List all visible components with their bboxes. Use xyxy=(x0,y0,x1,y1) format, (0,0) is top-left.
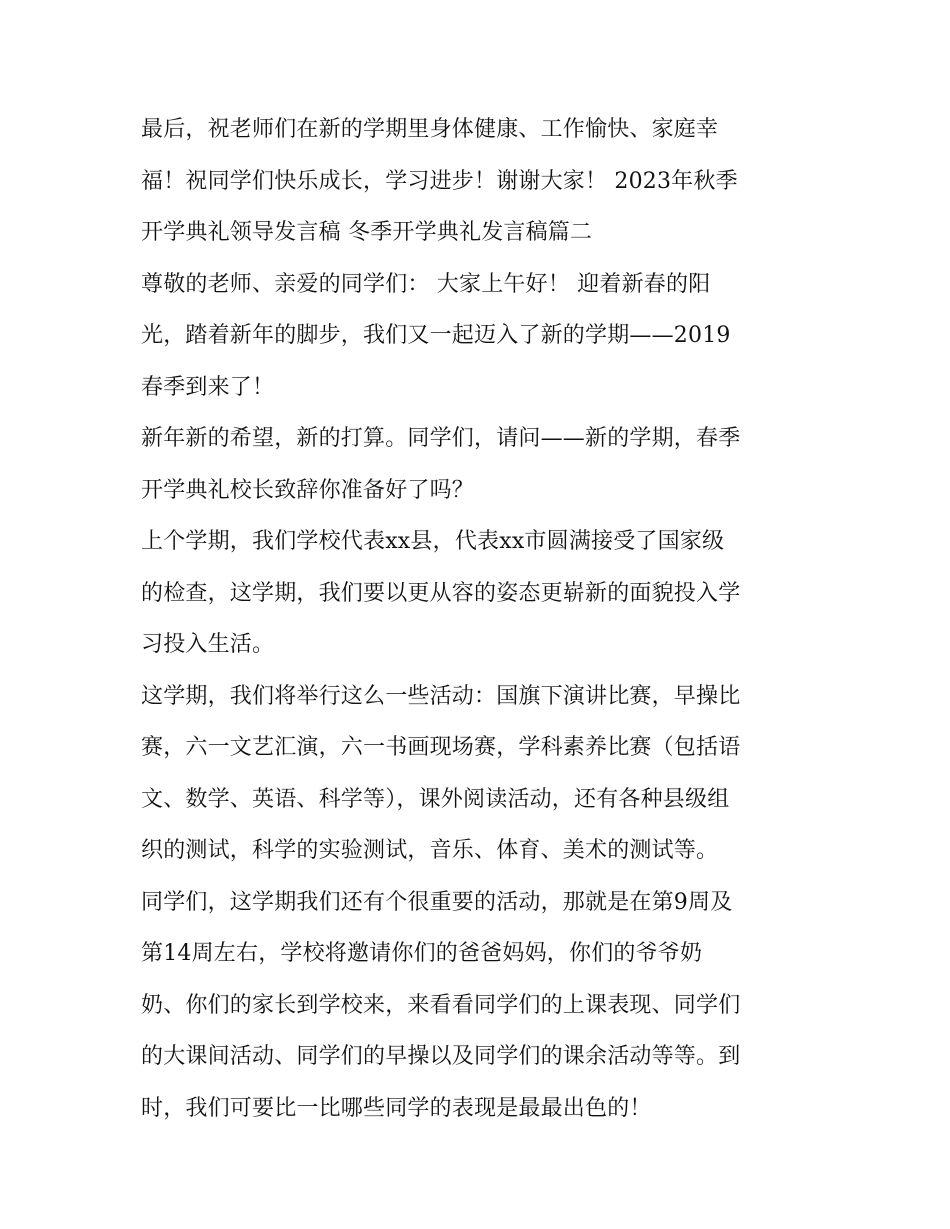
text-line: 福！祝同学们快乐成长，学习进步！谢谢大家！ 2023年秋季 xyxy=(141,168,738,194)
text-line: 第14周左右，学校将邀请你们的爸爸妈妈，你们的爷爷奶 xyxy=(141,941,703,966)
text-line: 开学典礼领导发言稿 冬季开学典礼发言稿篇二 xyxy=(141,220,593,245)
text-line: 赛，六一文艺汇演，六一书画现场赛，学科素养比赛（包括语 xyxy=(141,735,741,760)
text-line: 文、数学、英语、科学等），课外阅读活动，还有各种县级组 xyxy=(141,786,730,812)
text-line: 新年新的希望，新的打算。同学们，请问——新的学期，春季 xyxy=(141,426,741,451)
text-line: 光，踏着新年的脚步，我们又一起迈入了新的学期——2019 xyxy=(141,323,731,348)
text-line: 这学期，我们将举行这么一些活动：国旗下演讲比赛，早操比 xyxy=(141,683,741,709)
text-line: 同学们，这学期我们还有个很重要的活动，那就是在第9周及 xyxy=(141,889,733,915)
text-line: 的大课间活动、同学们的早操以及同学们的课余活动等等。到 xyxy=(141,1044,741,1069)
text-line: 尊敬的老师、亲爱的同学们： 大家上午好！ 迎着新春的阳 xyxy=(141,271,711,297)
document-body xyxy=(141,110,821,1140)
text-line: 奶、你们的家长到学校来，来看看同学们的上课表现、同学们 xyxy=(141,992,741,1018)
text-line: 织的测试，科学的实验测试，音乐、体育、美术的测试等。 xyxy=(141,838,719,863)
text-line: 上个学期，我们学校代表xx县，代表xx市圆满接受了国家级 xyxy=(141,529,725,554)
text-line: 最后，祝老师们在新的学期里身体健康、工作愉快、家庭幸 xyxy=(141,117,719,142)
text-line: 春季到来了！ xyxy=(141,374,275,400)
text-line: 时，我们可要比一比哪些同学的表现是最最出色的！ xyxy=(141,1095,652,1121)
text-line: 开学典礼校长致辞你准备好了吗？ xyxy=(141,477,475,503)
text-line: 习投入生活。 xyxy=(141,632,275,657)
text-line: 的检查，这学期，我们要以更从容的姿态更崭新的面貌投入学 xyxy=(141,580,741,606)
